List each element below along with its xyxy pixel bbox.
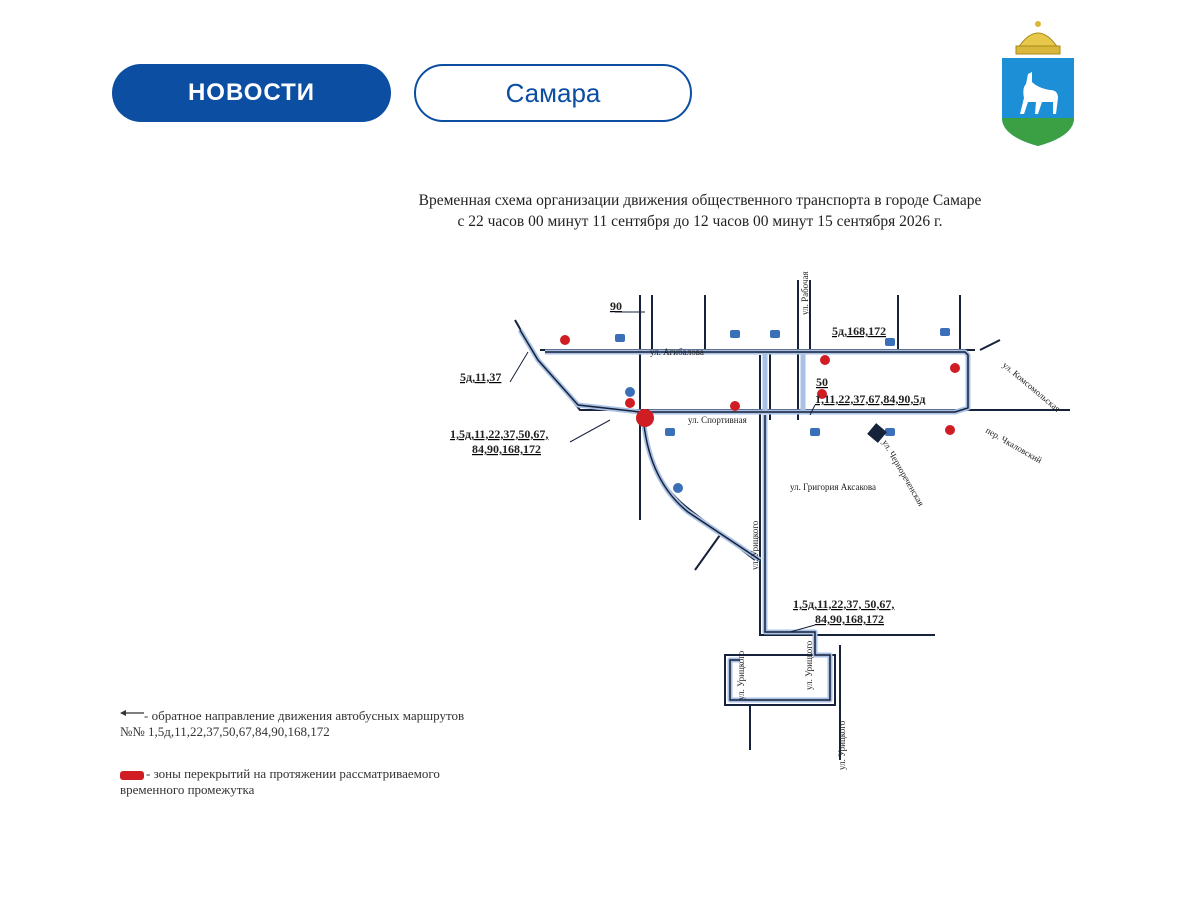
bus-stop-sign: [810, 428, 820, 436]
route-scheme-map: [420, 260, 1100, 780]
city-tag-button[interactable]: Самара: [414, 64, 692, 122]
info-marker: [625, 387, 635, 397]
route-label-50: 50: [816, 375, 828, 389]
street-label-sportivnaya: ул. Спортивная: [688, 415, 747, 425]
street-label-komsomolskaya: ул. Комсомольская: [1000, 359, 1063, 414]
legend-reverse-line-1: - обратное направление движения автобусных маршрутов: [144, 708, 465, 723]
street-label-urickogo-4: ул. Урицкого: [837, 720, 847, 770]
route-label-5d-11-37: 5д,11,37: [460, 370, 502, 384]
bus-stop-sign: [665, 428, 675, 436]
closure-swatch-icon: [120, 771, 144, 780]
legend-reverse-line-2: №№ 1,5д,11,22,37,50,67,84,90,168,172: [120, 724, 330, 739]
legend-reverse-direction: [120, 708, 464, 740]
closure-marker: [730, 401, 740, 411]
map-title-line-1: Временная схема организации движения общественного транспорта в городе Самаре: [418, 192, 982, 209]
closure-marker: [945, 425, 955, 435]
route-label-5d-168-172: 5д,168,172: [832, 324, 887, 338]
route-label-bottom-1: 1,5д,11,22,37, 50,67,: [793, 597, 895, 611]
street-label-chkalovsky: пер. Чкаловский: [984, 425, 1044, 466]
info-marker: [673, 483, 683, 493]
street-label-urickogo-3: ул. Урицкого: [804, 640, 814, 690]
legend-closure-line-2: временного промежутка: [120, 782, 255, 797]
closure-marker: [625, 398, 635, 408]
street-label-arcalova: ул. Агибалова: [650, 347, 704, 357]
closure-marker: [560, 335, 570, 345]
bus-stop-sign: [615, 334, 625, 342]
street-label-urickogo-2: ул. Урицкого: [736, 650, 746, 700]
map-title-line-2: с 22 часов 00 минут 11 сентября до 12 часов 00 минут 15 сентября 2026 г.: [457, 213, 943, 230]
closure-marker: [950, 363, 960, 373]
closure-zone: [636, 409, 654, 427]
route-label-left-2: 84,90,168,172: [472, 442, 541, 456]
bus-stop-sign: [730, 330, 740, 338]
legend-closure-line-1: - зоны перекрытий на протяжении рассматриваемого: [146, 766, 440, 781]
samara-coat-of-arms-icon: [998, 18, 1078, 148]
closure-marker: [820, 355, 830, 365]
route-label-left-1: 1,5д,11,22,37,50,67,: [450, 427, 549, 441]
street-diagonal-nw: [515, 320, 1070, 410]
street-komsomolskaya: [980, 340, 1000, 350]
street-label-urickogo-1: ул. Урицкого: [750, 520, 760, 570]
street-branch-sw: [695, 535, 720, 570]
route-label-main-right: 1,11,22,37,67,84,90,5д: [815, 392, 926, 406]
arrow-left-icon: [120, 709, 144, 717]
street-label-chernorechenskaya: ул. Чернореченская: [880, 438, 927, 508]
bus-stop-sign: [885, 338, 895, 346]
route-label-bottom-2: 84,90,168,172: [815, 612, 884, 626]
bus-stop-sign: [770, 330, 780, 338]
legend-closure-zones: [120, 766, 440, 798]
street-diagonal-sw: [645, 430, 755, 560]
news-button[interactable]: НОВОСТИ: [112, 64, 391, 122]
route-label-90: 90: [610, 299, 622, 313]
street-label-rabochaya: ул. Рабочая: [800, 271, 810, 315]
street-label-g-aksakova: ул. Григория Аксакова: [790, 482, 877, 492]
bus-stop-sign: [940, 328, 950, 336]
